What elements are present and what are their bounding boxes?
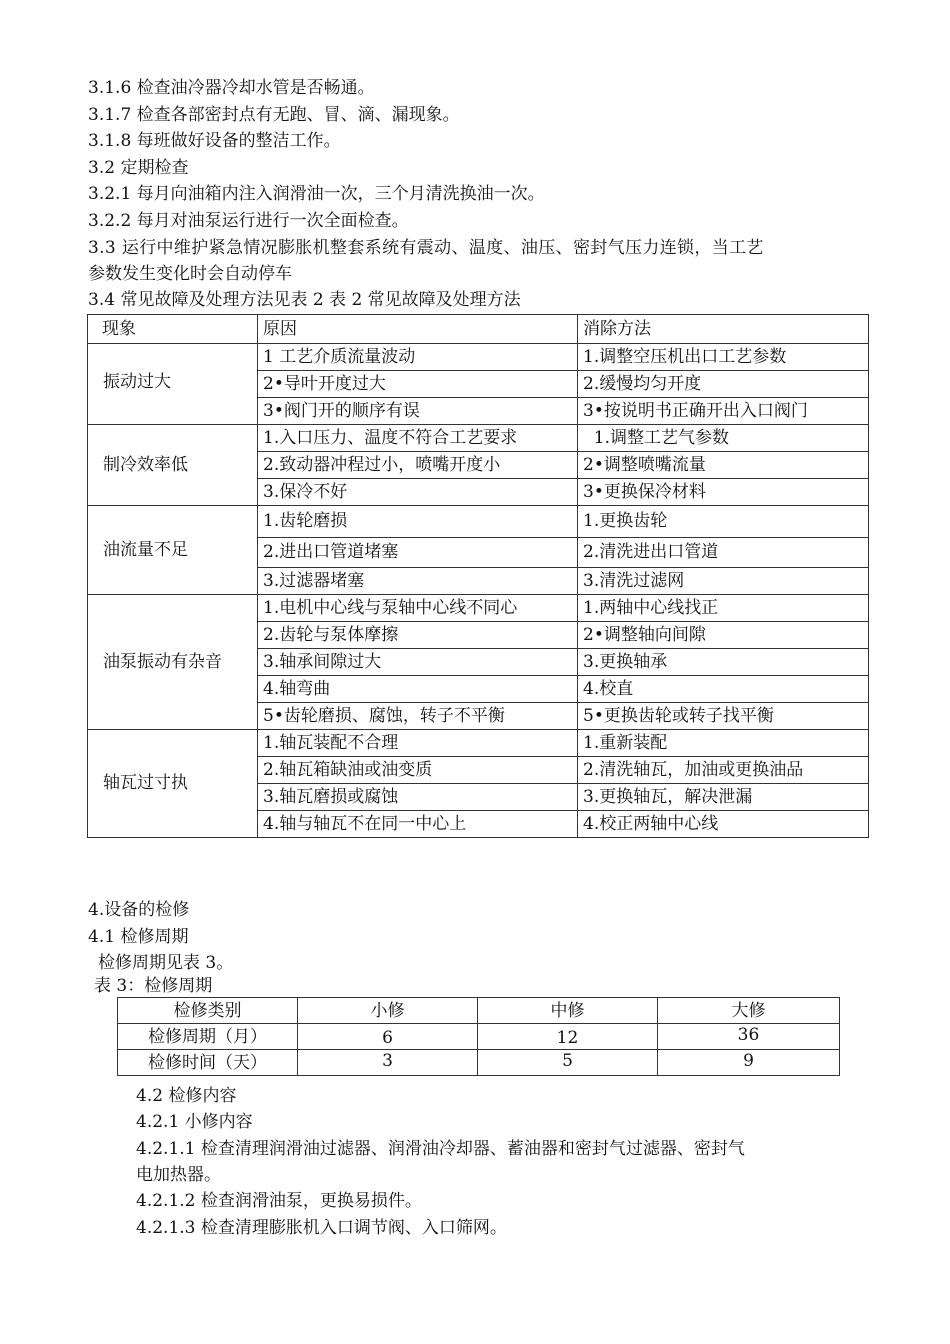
period-header-medium: 中修 <box>478 998 658 1024</box>
para-3-1-8: 3.1.8 每班做好设备的整洁工作。 <box>88 131 341 151</box>
remedy-cell: 1.调整空压机出口工艺参数 <box>578 344 869 371</box>
para-3-1-7: 3.1.7 检查各部密封点有无跑、冒、滴、漏现象。 <box>88 105 460 125</box>
cause-cell: 3•阀门开的顺序有误 <box>258 398 578 425</box>
remedy-cell: 4.校正两轴中心线 <box>578 811 869 838</box>
remedy-cell: 4.校直 <box>578 676 869 703</box>
cause-cell: 2.致动器冲程过小，喷嘴开度小 <box>258 452 578 479</box>
cause-cell: 3.轴瓦磨损或腐蚀 <box>258 784 578 811</box>
para-4-2-1-1: 4.2.1.1 检查清理润滑油过滤器、润滑油冷却器、蓄油器和密封气过滤器、密封气 <box>136 1139 745 1159</box>
period-cell: 12 <box>478 1024 658 1050</box>
remedy-cell: 1.调整工艺气参数 <box>578 425 869 452</box>
remedy-cell: 2•调整喷嘴流量 <box>578 452 869 479</box>
header-cause: 原因 <box>258 315 578 344</box>
remedy-cell: 3.更换轴瓦，解决泄漏 <box>578 784 869 811</box>
cause-cell: 5•齿轮磨损、腐蚀，转子不平衡 <box>258 703 578 730</box>
cause-cell: 1.轴瓦装配不合理 <box>258 730 578 757</box>
table-row <box>88 506 869 538</box>
para-3-3-cont: 参数发生变化时会自动停车 <box>88 264 292 284</box>
para-4-2-1-1-cont: 电加热器。 <box>136 1165 221 1185</box>
period-header-minor: 小修 <box>298 998 478 1024</box>
cause-cell: 2.齿轮与泵体摩擦 <box>258 622 578 649</box>
period-cell: 36 <box>658 1024 840 1050</box>
period-cell: 3 <box>298 1050 478 1076</box>
cause-cell: 3.保冷不好 <box>258 479 578 506</box>
para-3-2-1: 3.2.1 每月向油箱内注入润滑油一次，三个月清洗换油一次。 <box>88 184 545 204</box>
period-table-header <box>118 998 840 1024</box>
fault-table <box>87 314 869 838</box>
cause-cell: 1.电机中心线与泵轴中心线不同心 <box>258 595 578 622</box>
remedy-cell: 3.更换轴承 <box>578 649 869 676</box>
period-cell: 6 <box>298 1024 478 1050</box>
header-symptom: 现象 <box>88 315 258 344</box>
heading-4: 4.设备的检修 <box>88 900 190 920</box>
symptom-cell: 振动过大 <box>88 344 258 425</box>
cause-cell: 3.轴承间隙过大 <box>258 649 578 676</box>
period-row-label: 检修时间（天） <box>118 1050 298 1076</box>
period-row-label: 检修周期（月） <box>118 1024 298 1050</box>
cause-cell: 1 工艺介质流量波动 <box>258 344 578 371</box>
para-3-1-6: 3.1.6 检查油冷器冷却水管是否畅通。 <box>88 78 375 98</box>
para-3-3: 3.3 运行中维护紧急情况膨胀机整套系统有震动、温度、油压、密封气压力连锁，当工艺 <box>88 238 764 258</box>
cause-cell: 3.过滤器堵塞 <box>258 568 578 595</box>
symptom-cell: 制冷效率低 <box>88 425 258 506</box>
remedy-cell: 3•按说明书正确开出入口阀门 <box>578 398 869 425</box>
cause-cell: 4.轴弯曲 <box>258 676 578 703</box>
symptom-cell: 轴瓦过寸执 <box>88 730 258 838</box>
period-table <box>117 997 840 1076</box>
remedy-cell: 5•更换齿轮或转子找平衡 <box>578 703 869 730</box>
para-4-2-1-2: 4.2.1.2 检查润滑油泵，更换易损件。 <box>136 1191 422 1211</box>
cause-cell: 2•导叶开度过大 <box>258 371 578 398</box>
remedy-cell: 2.缓慢均匀开度 <box>578 371 869 398</box>
remedy-cell: 1.更换齿轮 <box>578 506 869 538</box>
table-row <box>88 425 869 452</box>
cause-cell: 1.齿轮磨损 <box>258 506 578 538</box>
remedy-cell: 1.重新装配 <box>578 730 869 757</box>
remedy-cell: 3.清洗过滤网 <box>578 568 869 595</box>
period-header-major: 大修 <box>658 998 840 1024</box>
heading-4-2-1: 4.2.1 小修内容 <box>136 1112 253 1132</box>
table-row <box>88 730 869 757</box>
cause-cell: 1.入口压力、温度不符合工艺要求 <box>258 425 578 452</box>
para-3-4: 3.4 常见故障及处理方法见表 2 表 2 常见故障及处理方法 <box>88 290 521 310</box>
heading-4-2: 4.2 检修内容 <box>136 1086 237 1106</box>
period-cell: 9 <box>658 1050 840 1076</box>
period-cell: 5 <box>478 1050 658 1076</box>
para-4-2-1-3: 4.2.1.3 检查清理膨胀机入口调节阀、入口筛网。 <box>136 1218 507 1238</box>
remedy-cell: 2.清洗轴瓦，加油或更换油品 <box>578 757 869 784</box>
para-3-2-2: 3.2.2 每月对油泵运行进行一次全面检查。 <box>88 211 409 231</box>
fault-table-header <box>88 315 869 344</box>
cause-cell: 2.轴瓦箱缺油或油变质 <box>258 757 578 784</box>
table-row <box>88 595 869 622</box>
symptom-cell: 油泵振动有杂音 <box>88 595 258 730</box>
remedy-cell: 1.两轴中心线找正 <box>578 595 869 622</box>
header-remedy: 消除方法 <box>578 315 869 344</box>
table-row <box>88 344 869 371</box>
para-4-1-ref: 检修周期见表 3。 <box>98 953 234 973</box>
period-header-category: 检修类别 <box>118 998 298 1024</box>
table-row <box>118 1050 840 1076</box>
cause-cell: 4.轴与轴瓦不在同一中心上 <box>258 811 578 838</box>
remedy-cell: 2.清洗进出口管道 <box>578 538 869 568</box>
cause-cell: 2.进出口管道堵塞 <box>258 538 578 568</box>
remedy-cell: 2•调整轴向间隙 <box>578 622 869 649</box>
heading-3-2: 3.2 定期检查 <box>88 158 189 178</box>
heading-4-1: 4.1 检修周期 <box>88 927 189 947</box>
table-3-caption: 表 3：检修周期 <box>94 976 213 996</box>
remedy-cell: 3•更换保冷材料 <box>578 479 869 506</box>
table-row <box>118 1024 840 1050</box>
symptom-cell: 油流量不足 <box>88 506 258 595</box>
